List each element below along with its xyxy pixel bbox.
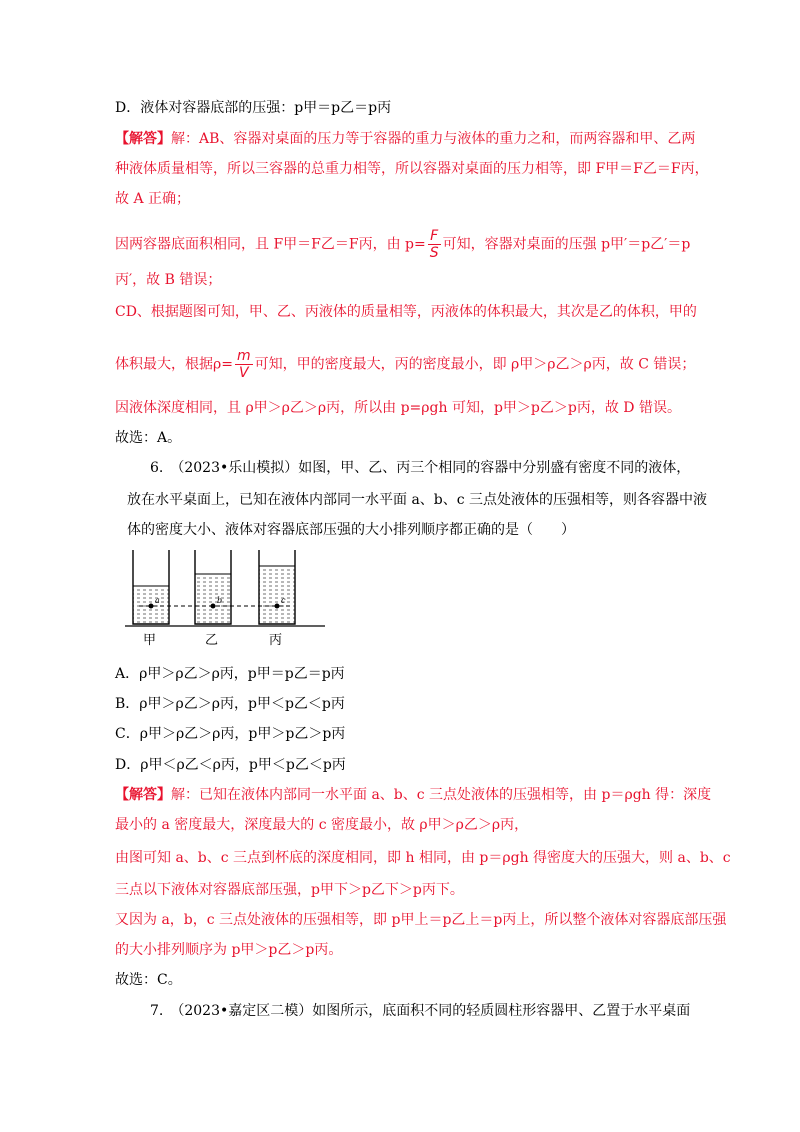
answer-1-line-4b: 可知，容器对桌面的压强 p甲′＝p乙′＝p xyxy=(442,236,691,253)
fraction-f-over-s xyxy=(428,228,441,261)
three-containers-figure xyxy=(125,548,325,652)
figure-label-jia: 甲 xyxy=(143,633,157,648)
answer-2-line-2: 最小的 a 密度最大，深度最大的 c 密度最小，故 ρ甲＞ρ乙＞ρ丙， xyxy=(115,817,529,833)
label-c: c xyxy=(281,596,286,605)
fraction-numerator: F xyxy=(428,228,441,245)
answer-1-text-1: 解：AB、容器对桌面的压力等于容器的重力与液体的重力之和，而两容器和甲、乙两 xyxy=(171,131,696,147)
container-bing xyxy=(259,550,295,624)
answer-1-line-7b: 可知，甲的密度最大，丙的密度最小，即 ρ甲＞ρ乙＞ρ丙，故 C 错误； xyxy=(254,356,696,373)
point-c xyxy=(275,604,280,609)
label-b: b xyxy=(217,596,223,605)
answer-2-line-5: 又因为 a，b，c 三点处液体的压强相等，即 p甲上＝p乙上＝p丙上，所以整个液体对容器底部压强 xyxy=(115,912,727,928)
option-b: B．ρ甲＞ρ乙＞ρ丙，p甲＜p乙＜p丙 xyxy=(115,696,345,712)
answer-2-text-1: 解：已知在液体内部同一水平面 a、b、c 三点处液体的压强相等，由 p＝ρgh 得：深度 xyxy=(171,787,712,803)
option-d: D．ρ甲＜ρ乙＜ρ丙，p甲＜p乙＜p丙 xyxy=(115,757,346,773)
answer-2-conclusion: 故选：C。 xyxy=(115,972,182,988)
point-b xyxy=(211,604,216,609)
question-6-line-2: 放在水平桌面上，已知在液体内部同一水平面 a、b、c 三点处液体的压强相等，则各容器中液 xyxy=(127,492,708,508)
fraction-m-over-v xyxy=(235,348,253,381)
container-yi xyxy=(195,550,231,624)
answer-1-line-3: 故 A 正确； xyxy=(115,191,191,207)
answer-1-line-8: 因液体深度相同，且 ρ甲＞ρ乙＞ρ丙，所以由 p=ρgh 可知，p甲＞p乙＞p丙，故 D 错误。 xyxy=(115,400,681,416)
answer-1-line-4a: 因两容器底面积相同，且 F甲＝F乙＝F丙，由 p= xyxy=(115,236,426,253)
point-a xyxy=(149,604,154,609)
option-c: C．ρ甲＞ρ乙＞ρ丙，p甲＞p乙＞p丙 xyxy=(115,726,346,742)
containers-diagram xyxy=(125,548,325,648)
answer-2-line-6: 的大小排列顺序为 p甲＞p乙＞p丙。 xyxy=(115,942,343,958)
answer-tag: 【解答】 xyxy=(115,787,171,803)
question-7-line-1: 7. （2023•嘉定区二模）如图所示，底面积不同的轻质圆柱形容器甲、乙置于水平桌面 xyxy=(150,1003,691,1019)
container-jia xyxy=(133,550,169,624)
fraction-denominator: V xyxy=(239,365,249,381)
answer-1-line-6: CD、根据题图可知，甲、乙、丙液体的质量相等，丙液体的体积最大，其次是乙的体积，甲的 xyxy=(115,304,697,320)
question-6-line-1: 6. （2023•乐山模拟）如图，甲、乙、丙三个相同的容器中分别盛有密度不同的液体， xyxy=(150,460,691,476)
answer-1-line-1 xyxy=(115,129,695,149)
question-6-line-3: 体的密度大小、液体对容器底部压强的大小排列顺序都正确的是（ ） xyxy=(127,522,575,538)
figure-label-bing: 丙 xyxy=(269,633,283,648)
figure-label-yi: 乙 xyxy=(205,633,219,648)
label-a: a xyxy=(155,596,160,605)
answer-1-line-4 xyxy=(115,228,690,261)
answer-1-line-2: 种液体质量相等，所以三容器的总重力相等，所以容器对桌面的压力相等，即 F甲＝F乙＝F丙， xyxy=(115,161,709,177)
answer-2-line-1 xyxy=(115,785,711,805)
answer-1-line-7 xyxy=(115,348,695,381)
fraction-denominator: S xyxy=(429,245,439,261)
option-a: A．ρ甲＞ρ乙＞ρ丙，p甲＝p乙＝p丙 xyxy=(115,666,345,682)
option-d-previous: D．液体对容器底部的压强：p甲＝p乙＝p丙 xyxy=(115,100,392,116)
answer-1-line-5: 丙′，故 B 错误； xyxy=(115,272,222,288)
answer-tag: 【解答】 xyxy=(115,131,171,147)
answer-1-conclusion: 故选：A。 xyxy=(115,430,182,446)
answer-2-line-4: 三点以下液体对容器底部压强，p甲下＞p乙下＞p丙下。 xyxy=(115,882,464,898)
answer-2-line-3: 由图可知 a、b、c 三点到杯底的深度相同，即 h 相同，由 p＝ρgh 得密度大的压强大，则 a、b、c xyxy=(115,850,731,866)
answer-1-line-7a: 体积最大，根据ρ= xyxy=(115,356,233,373)
fraction-numerator: m xyxy=(236,348,251,364)
